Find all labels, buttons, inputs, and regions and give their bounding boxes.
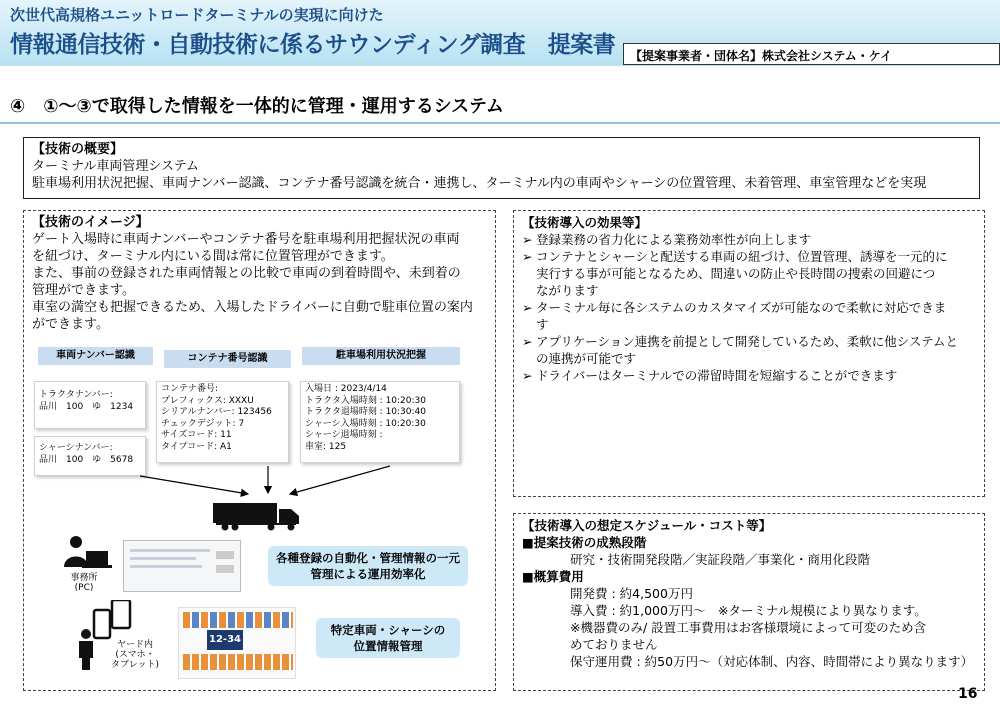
card-line: シリアルナンバー: 123456	[161, 407, 272, 417]
cost-line: 導入費 : 約1,000万円～ ※ターミナル規模により異なります。	[570, 603, 927, 618]
location-pill	[316, 618, 460, 658]
card-line: トラクタ入場時刻 : 10:20:30	[305, 395, 426, 406]
schedule-heading: 【技術導入の想定スケジュール・コスト等】	[522, 518, 772, 533]
effect-line: す	[536, 317, 549, 332]
effect-line: コンテナとシャーシと配送する車両の紐づけ、位置管理、誘導を一元的に	[536, 249, 948, 264]
yard-label-line: ヤード内	[116, 640, 153, 650]
pill-line: 特定車両・シャーシの	[330, 623, 446, 637]
cost-line: めておりません	[570, 637, 658, 652]
chassis-number-card	[34, 436, 146, 476]
office-label-line: 事務所	[70, 573, 98, 583]
card-line: シャーシ入場時刻 : 10:20:30	[305, 418, 426, 429]
card-line: チェックデジット: 7	[161, 418, 245, 429]
divider	[0, 122, 1000, 124]
card-line: 車室: 125	[305, 441, 347, 452]
yard-label-line: タブレット)	[110, 660, 160, 670]
effect-line: ターミナル毎に各システムのカスタマイズが可能なので柔軟に対応できま	[536, 300, 947, 315]
effect-line: アプリケーション連携を前提として開発しているため、柔軟に他システムと	[536, 334, 959, 349]
container-number-card	[156, 381, 289, 463]
maturity-stage: 研究・技術開発段階／実証段階／事業化・商用化段階	[570, 552, 871, 567]
effect-line: 実行する事が可能となるため、間違いの防止や長時間の捜索の回避につ	[536, 266, 936, 281]
parking-map	[178, 607, 296, 679]
overview-heading: 【技術の概要】	[32, 142, 124, 157]
image-text-line: 車室の満空も把握できるため、入場したドライバーに自動で駐車位置の案内	[32, 300, 473, 315]
effect-heading: 【技術導入の効果等】	[522, 215, 648, 230]
effect-item: ➢ ドライバーはターミナルでの滞留時間を短縮することができます	[522, 368, 898, 383]
pill-line: 位置情報管理	[353, 639, 423, 653]
arrows-graphic	[140, 462, 400, 502]
header-title: 情報通信技術・自動技術に係るサウンディング調査 提案書	[10, 32, 616, 58]
effect-line: 登録業務の省力化による業務効率性が向上します	[536, 232, 812, 247]
image-text-line: ゲート入場時に車両ナンバーやコンテナ番号を駐車場利用把握状況の車両	[32, 232, 460, 247]
cost-line: 開発費 : 約4,500万円	[570, 586, 693, 601]
effect-line: ドライバーはターミナルでの滞留時間を短縮することができます	[536, 368, 898, 383]
card-line: 入場日 : 2023/4/14	[305, 384, 387, 394]
cost-line: ※機器費のみ/ 設置工事費用はお客様環境によって可変のため含	[570, 620, 927, 635]
cost-heading: ■概算費用	[522, 569, 584, 584]
office-label	[54, 573, 114, 593]
map-location-badge: 12-34	[207, 630, 243, 650]
yard-label	[105, 640, 165, 670]
card-line: サイズコード: 11	[161, 430, 232, 440]
card-line: コンテナ番号:	[161, 384, 219, 394]
pc-screen-mock	[123, 540, 241, 592]
card-line: 品川 100 ゆ 1234	[39, 401, 134, 412]
card-line: シャーシ退場時刻 :	[305, 430, 383, 440]
parking-status-card	[300, 381, 460, 463]
schedule-box	[513, 513, 985, 691]
section-title: ④ ①～③で取得した情報を一体的に管理・運用するシステム	[10, 96, 504, 117]
truck-icon	[213, 501, 301, 531]
image-text-line: 管理ができます。	[32, 283, 135, 298]
label-parking-status: 駐車場利用状況把握	[302, 347, 460, 365]
efficiency-pill	[268, 546, 468, 586]
overview-box	[23, 137, 980, 199]
label-container-recognition: コンテナ番号認識	[164, 350, 291, 368]
card-line: プレフィックス: XXXU	[161, 395, 254, 406]
effect-item: ➢ アプリケーション連携を前提として開発しているため、柔軟に他システムと の連携が可能です	[522, 334, 959, 366]
office-pc-icon	[62, 535, 112, 569]
overview-line: ターミナル車両管理システム	[32, 159, 200, 174]
card-line: トラクタナンバー:	[39, 390, 113, 400]
card-line: シャーシナンバー:	[39, 443, 113, 453]
header-subtitle: 次世代高規格ユニットロードターミナルの実現に向けた	[10, 6, 384, 24]
effect-line: の連携が可能です	[536, 351, 637, 366]
card-line: トラクタ退場時刻 : 10:30:40	[305, 407, 426, 417]
page-number: 16	[958, 686, 978, 702]
office-label-line: (PC)	[74, 583, 94, 593]
image-text-line: また、事前の登録された車両情報との比較で車両の到着時間や、未到着の	[32, 266, 461, 281]
effect-box	[513, 210, 985, 497]
effect-item: ➢ 登録業務の省力化による業務効率性が向上します	[522, 232, 812, 247]
image-text-line: ができます。	[32, 317, 109, 332]
card-line: 品川 100 ゆ 5678	[39, 454, 134, 465]
effect-line: ながります	[536, 283, 599, 298]
pill-line: 各種登録の自動化・管理情報の一元	[276, 551, 460, 565]
yard-label-line: (スマホ・	[115, 650, 155, 660]
pill-line: 管理による運用効率化	[310, 567, 426, 581]
tractor-number-card	[34, 381, 146, 429]
maturity-heading: ■提案技術の成熟段階	[522, 535, 647, 550]
image-text-line: を紐づけ、ターミナル内にいる間は常に位置管理ができます。	[32, 249, 394, 264]
image-heading: 【技術のイメージ】	[32, 215, 149, 230]
label-plate-recognition: 車両ナンバー認識	[38, 347, 153, 365]
proposer-box: 【提案事業者・団体名】株式会社システム・ケイ	[623, 43, 1000, 65]
cost-line: 保守運用費 : 約50万円～（対応体制、内容、時間帯により異なります）	[570, 654, 974, 669]
card-line: タイプコード: A1	[161, 441, 232, 452]
effect-item: ➢ ターミナル毎に各システムのカスタマイズが可能なので柔軟に対応できま す	[522, 300, 947, 332]
effect-item: ➢ コンテナとシャーシと配送する車両の紐づけ、位置管理、誘導を一元的に 実行する事が可能となるため、間違いの防止や長時間の捜索の回避につ ながります	[522, 249, 948, 298]
overview-line: 駐車場利用状況把握、車両ナンバー認識、コンテナ番号認識を統合・連携し、ターミナル内の車両やシャーシの位置管理、未着管理、車室管理などを実現	[32, 176, 927, 191]
